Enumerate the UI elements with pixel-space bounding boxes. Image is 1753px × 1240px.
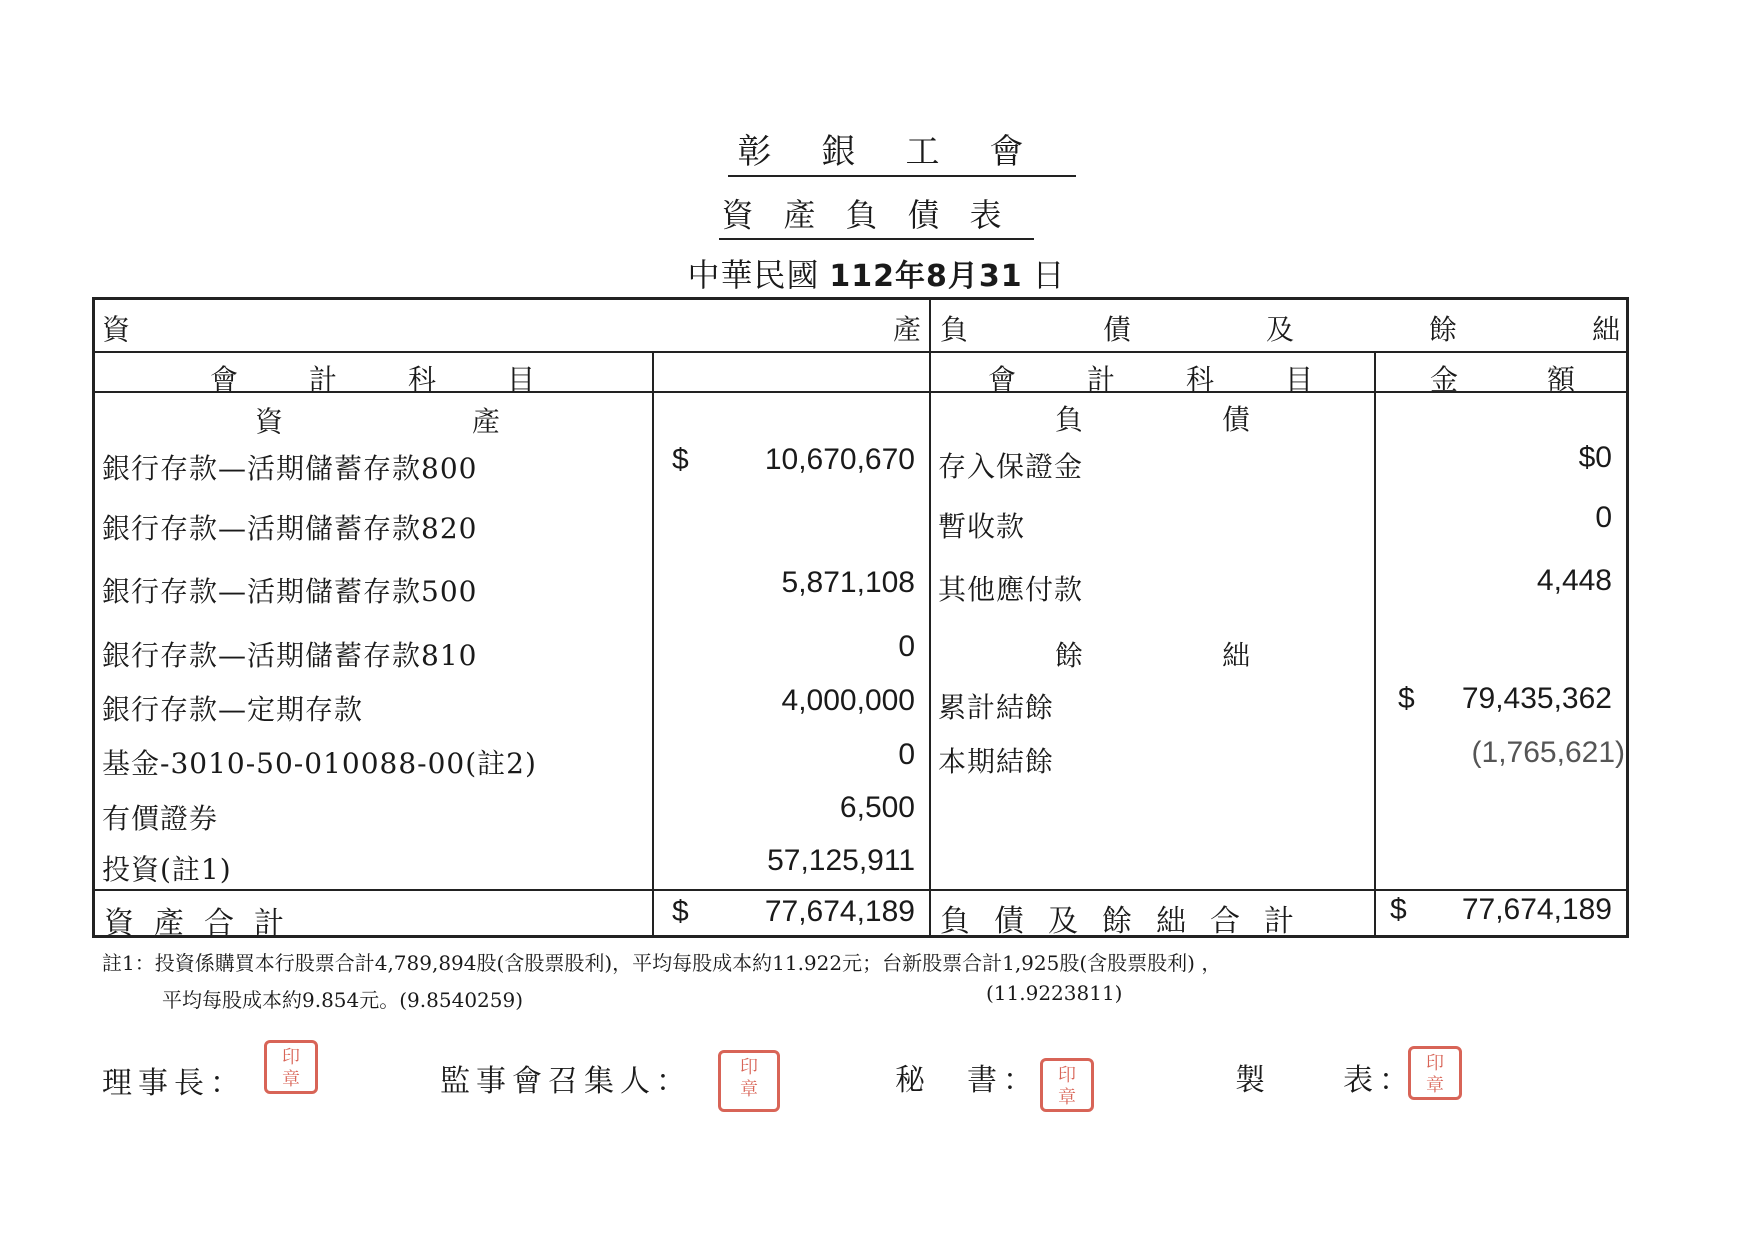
liability-amount: 0 — [1595, 501, 1612, 534]
asset-amount: 4,000,000 — [781, 684, 915, 717]
asset-label: 銀行存款—活期儲蓄存款810 — [102, 639, 478, 672]
assets-section-title: 資 產 — [255, 405, 500, 438]
asset-label: 基金-3010-50-010088-00(註2) — [102, 747, 537, 780]
preparer-label: 製 表： — [1235, 1063, 1415, 1098]
asset-currency: $ — [672, 443, 689, 476]
col-divider-3 — [1374, 351, 1376, 938]
note-1-cont: 平均每股成本約9.854元。(9.8540259) — [162, 988, 524, 1012]
assets-head-start: 資 — [102, 313, 131, 346]
asset-label: 銀行存款—定期存款 — [102, 693, 364, 726]
surplus-amount: 79,435,362 — [1461, 682, 1612, 715]
liability-label: 存入保證金 — [938, 450, 1084, 483]
left-subject-head: 會 計 科 目 — [210, 363, 535, 396]
total-assets-currency: $ — [672, 895, 689, 928]
asset-label: 銀行存款—活期儲蓄存款820 — [102, 512, 478, 545]
asset-label: 投資(註1) — [102, 853, 232, 886]
preparer-seal-icon: 印 章 — [1408, 1046, 1462, 1100]
note-1: 註1：投資係購買本行股票合計4,789,894股(含股票股利)，平均每股成本約11.922元；台新股票合計1,925股(含股票股利) ， — [102, 951, 1222, 975]
surplus-amount: (1,765,621) — [1471, 736, 1625, 769]
supervisor-label: 監事會召集人： — [440, 1064, 692, 1099]
asset-label: 有價證券 — [102, 802, 219, 835]
secretary-label: 秘 書： — [895, 1063, 1039, 1098]
asset-amount: 57,125,911 — [767, 844, 915, 877]
amount-head: 金 額 — [1430, 363, 1575, 396]
asset-label: 銀行存款—活期儲蓄存款500 — [102, 575, 478, 608]
liabilities-section-title: 負 債 — [1055, 403, 1250, 436]
total-liabilities-currency: $ — [1390, 893, 1407, 926]
total-divider — [92, 889, 1629, 891]
liability-amount: 4,448 — [1536, 564, 1612, 597]
liabilities-surplus-head: 負 債 及 餘 絀 — [940, 313, 1620, 346]
surplus-label: 累計結餘 — [938, 691, 1055, 724]
col-divider-mid — [929, 297, 931, 938]
chair-seal-icon: 印 章 — [264, 1040, 318, 1094]
org-title: 彰銀工會 — [0, 124, 1753, 177]
asset-amount: 10,670,670 — [764, 443, 915, 476]
total-assets-label: 資產合計 — [104, 906, 304, 941]
report-title: 資產負債表 — [0, 190, 1753, 240]
surplus-currency: $ — [1398, 682, 1415, 715]
asset-amount: 0 — [898, 630, 915, 663]
asset-label: 銀行存款—活期儲蓄存款800 — [102, 452, 478, 485]
report-date: 中華民國 112年8月31 日 — [0, 250, 1753, 300]
header-divider — [92, 351, 1629, 353]
chair-label: 理事長： — [102, 1066, 246, 1101]
total-liabilities-amount: 77,674,189 — [1461, 893, 1612, 926]
asset-amount: 0 — [898, 738, 915, 771]
note-1-figure: (11.9223811) — [986, 981, 1123, 1005]
asset-amount: 5,871,108 — [781, 566, 915, 599]
liability-label: 暫收款 — [938, 510, 1026, 543]
secretary-seal-icon: 印 章 — [1040, 1058, 1094, 1112]
right-subject-head: 會 計 科 目 — [988, 363, 1313, 396]
assets-head-end: 產 — [893, 313, 922, 346]
col-divider-1 — [652, 351, 654, 938]
total-liabilities-label: 負債及餘絀合計 — [940, 904, 1318, 939]
liability-label: 其他應付款 — [938, 573, 1084, 606]
surplus-section-title: 餘 絀 — [1055, 639, 1250, 672]
supervisor-seal-icon: 印 章 — [718, 1050, 780, 1112]
liability-amount: $0 — [1578, 441, 1612, 474]
asset-amount: 6,500 — [839, 791, 915, 824]
total-assets-amount: 77,674,189 — [764, 895, 915, 928]
surplus-label: 本期結餘 — [938, 745, 1055, 778]
